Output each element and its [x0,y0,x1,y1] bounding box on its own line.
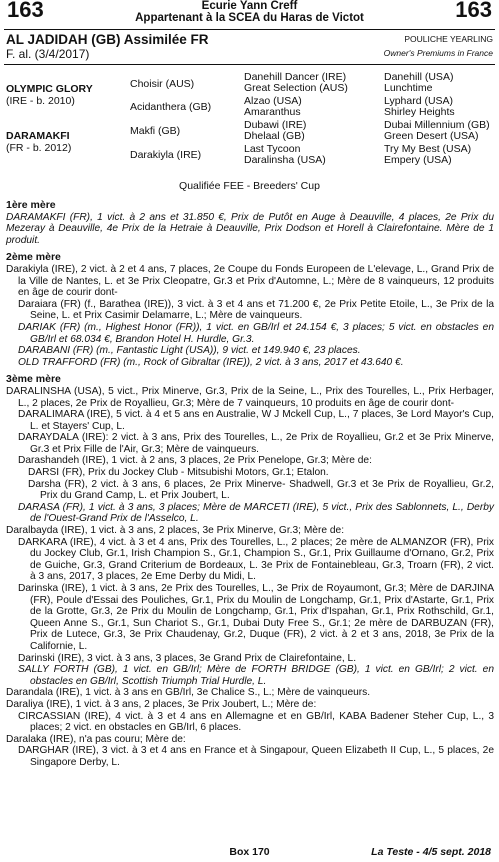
g3-3: Alzao (USA) [244,95,302,107]
g3-4: Amaranthus [244,106,301,118]
g2-dam-dam: Darakiyla (IRE) [130,149,202,161]
produce-entry: Daralbayda (IRE), 1 vict. à 3 ans, 2 places, 3e Prix Minerve, Gr.3; Mère de: [6,525,345,537]
dam-record: DARAMAKFI (FR), 1 vict. à 2 ans et 31.850 €, Prix de Putôt en Auge à Deauville, 4 places, 2e Prix du Mezeray à Deauville, 4e Prix de la Hetraie à Deauville, Prix Dodson et Horell à Clairefontaine. Mère de 1 produit. [6,211,494,246]
horse-name: AL JADIDAH (GB) Assimilée FR [6,32,209,47]
sale-info: La Teste - 4/5 sept. 2018 [371,846,491,858]
lot-number-right: 163 [455,0,492,22]
g3-1: Danehill Dancer (IRE) [244,71,347,83]
g3-8: Daralinsha (USA) [244,154,326,166]
produce-entry: CIRCASSIAN (IRE), 4 vict. à 3 et 4 ans en Allemagne et en GB/Irl, KABA Badener Steher Cup, L., 3 places; 2 vict. en obstacles en GB/Irl, 6 places. [18,710,494,734]
consignor [0,0,499,24]
qualification: Qualifiée FEE - Breeders' Cup [179,180,320,192]
pedigree-divider [4,64,495,65]
produce-entry: Darsha (FR), 2 vict. à 3 ans, 6 places, 2e Prix Minerve- Shadwell, Gr.3 et 3e Prix de Royallieu, Gr.2, Prix du Grand Camp, L. et Prix Joubert, L. [28,478,494,502]
g3-2: Great Selection (AUS) [244,82,348,94]
g2-dam-sire: Makfi (GB) [130,125,181,137]
g4-1: Danehill (USA) [384,71,454,83]
section-second-dam: 2ème mère [6,251,61,264]
second-dam-record: Darakiyla (IRE), 2 vict. à 2 et 4 ans, 7 places, 2e Coupe du Fonds Europeen de L'elevage, L., Grand Prix de la Ville de Nantes, L. et 3e Prix Cleopatre, Gr.3 et Prix d'Automne, L.; Mère de 8 vainqueurs, 12 produits en âge de courir dont- [6,263,494,299]
produce-entry: SALLY FORTH (GB), 1 vict. en GB/Irl; Mère de FORTH BRIDGE (GB), 1 vict. en GB/Irl; 2 vict. en obstacles en GB/Irl, Scottish Triumph Trial Hurdle, L. [18,664,494,687]
header-divider [4,29,495,30]
produce-entry: Darashandeh (IRE), 1 vict. à 2 ans, 3 places, 2e Prix Penelope, Gr.3; Mère de: [18,455,372,467]
produce-entry: DARSI (FR), Prix du Jockey Club - Mitsubishi Motors, Gr.1; Etalon. [28,467,329,479]
premium-note: Owner's Premiums in France [383,48,493,58]
g4-8: Empery (USA) [384,154,452,166]
g2-sire-sire: Choisir (AUS) [130,78,195,90]
page-header [0,0,499,26]
third-dam-record: DARALINSHA (USA), 5 vict., Prix Minerve, Gr.3, Prix de la Seine, L., Prix des Tourelles, L., Prix Herbager, L., 2 places, 2e Prix de Royallieu, Gr.3; Mère de 7 vainqueurs, 10 produits en âge de courir dont- [6,385,494,409]
produce-entry: Darandala (IRE), 1 vict. à 3 ans en GB/Irl, 3e Chalice S., L.; Mère de vainqueurs. [6,687,371,699]
g3-6: Dhelaal (GB) [244,130,305,142]
consignor-name: Ecurie Yann Creff [201,0,298,12]
sale-type: POULICHE YEARLING [404,34,493,44]
produce-entry: Daraiara (FR) (f., Barathea (IRE)), 3 vict. à 3 et 4 ans et 71.200 €, 2e Prix Petite Etoile, L., 3e Prix de la Seine, L. et Prix Casimir Delamarre, L.; Mère de vainqueurs. [18,298,494,322]
g4-3: Lyphard (USA) [384,95,454,107]
sire-name: OLYMPIC GLORY [6,83,93,95]
section-first-dam: 1ère mère [6,199,56,211]
g3-7: Last Tycoon [244,143,301,155]
produce-entry: DARAYDALA (IRE): 2 vict. à 3 ans, Prix des Tourelles, L., 2e Prix de Royallieu, Gr.2 et 3e Prix Minerve, Gr.3 et Prix Fille de l'Air, Gr.3; Mère de vainqueurs. [18,432,494,455]
sire-info: (IRE - b. 2010) [6,95,75,107]
g3-5: Dubawi (IRE) [244,119,307,131]
g4-4: Shirley Heights [384,106,455,118]
produce-entry: DARASA (FR), 1 vict. à 3 ans, 3 places; Mère de MARCETI (IRE), 5 vict., Prix des Sablonnets, L., Derby de l'Ouest-Grand Prix de l'Asselco, L. [18,501,494,525]
produce-entry: DARKARA (IRE), 4 vict. à 3 et 4 ans, Prix des Tourelles, L., 2 places; 2e mère de ALMANZOR (FR), Prix du Jockey Club, Gr.1, Irish Champion S., Gr.1, Champion S., Gr.1, Prix Guillaume d'Ornano, Gr.2, Prix de Guiche, Gr.3, Grand Criterium de Bordeaux, L. 3e Prix de Fontainebleau, Gr.3, Troarn (FR), 2 vict. à 3 ans, 2017, 3 places, 2e Eme Derby du Midi, L. [18,536,494,583]
dam-name: DARAMAKFI [6,130,70,142]
g4-5: Dubai Millennium (GB) [384,119,490,131]
produce-entry: Daralaka (IRE), n'a pas couru; Mère de: [6,733,186,745]
lot-number-left: 163 [7,0,44,22]
foaling-info: F. al. (3/4/2017) [6,47,90,61]
produce-entry: DARABANI (FR) (m., Fantastic Light (USA)), 9 vict. et 149.940 €, 23 places. [18,345,361,357]
section-third-dam: 3ème mère [6,373,61,386]
dam-info: (FR - b. 2012) [6,142,72,154]
produce-entry: DARIAK (FR) (m., Highest Honor (FR)), 1 vict. en GB/Irl et 24.154 €, 3 places; 5 vict. en obstacles en GB/Irl et 68.034 €, Brandon Hotel H. Hurdle, Gr.3. [18,321,494,345]
pedigree-notes [6,194,494,769]
produce-entry: Darinski (IRE), 3 vict. à 3 ans, 3 places, 3e Grand Prix de Clairefontaine, L. [18,652,357,664]
g4-7: Try My Best (USA) [384,143,472,155]
produce-entry: Daraliya (IRE), 1 vict. à 3 ans, 2 places, 3e Prix Joubert, L.; Mère de: [6,698,317,710]
consignor-owner: Appartenant à la SCEA du Haras de Victot [135,12,364,24]
produce-entry: OLD TRAFFORD (FR) (m., Rock of Gibraltar (IRE)), 2 vict. à 3 ans, 2017 et 43.640 €. [18,356,404,368]
g2-sire-dam: Acidanthera (GB) [130,101,212,113]
pedigree-table [6,72,496,168]
produce-entry: Darinska (IRE), 1 vict. à 3 ans, 2e Prix des Tourelles, L., 3e Prix de Royaumont, Gr.3; Mère de DARJINA (FR), Poule d'Essai des Pouliches, Gr.1, Prix du Moulin de Longchamp, Gr.1, Prix d'Astarte, Gr.1, Prix de la Grotte, Gr.3, 2e Prix du Moulin de Longchamp, Gr.1, Prix d'Ispahan, Gr.1, Prix Rothschild, Gr.1, Queen Anne S., Gr.1, Sun Chariot S., Gr.1, Dubai Duty Free S., Gr.1; 2e mère de DARBUZAN (FR), Prix de Lutece, Gr.3, 3e Prix Chaudenay, Gr.2, Duque (FR), 2 vict. à 2 et 3 ans, 2018, 3e Prix de la Californie, L. [18,583,494,652]
produce-entry: DARGHAR (IRE), 3 vict. à 3 et 4 ans en France et à Singapour, Queen Elizabeth II Cup, L., 5 places, 2e Singapore Derby, L. [18,745,494,768]
box-number: Box 170 [229,846,270,858]
page-footer [0,846,499,860]
g4-6: Green Desert (USA) [384,130,479,142]
produce-entry: DARALIMARA (IRE), 5 vict. à 4 et 5 ans en Australie, W J Mckell Cup, L., 7 places, 3e Lord Mayor's Cup, L. et Stayers' Cup, L. [18,409,494,432]
g4-2: Lunchtime [384,82,433,94]
